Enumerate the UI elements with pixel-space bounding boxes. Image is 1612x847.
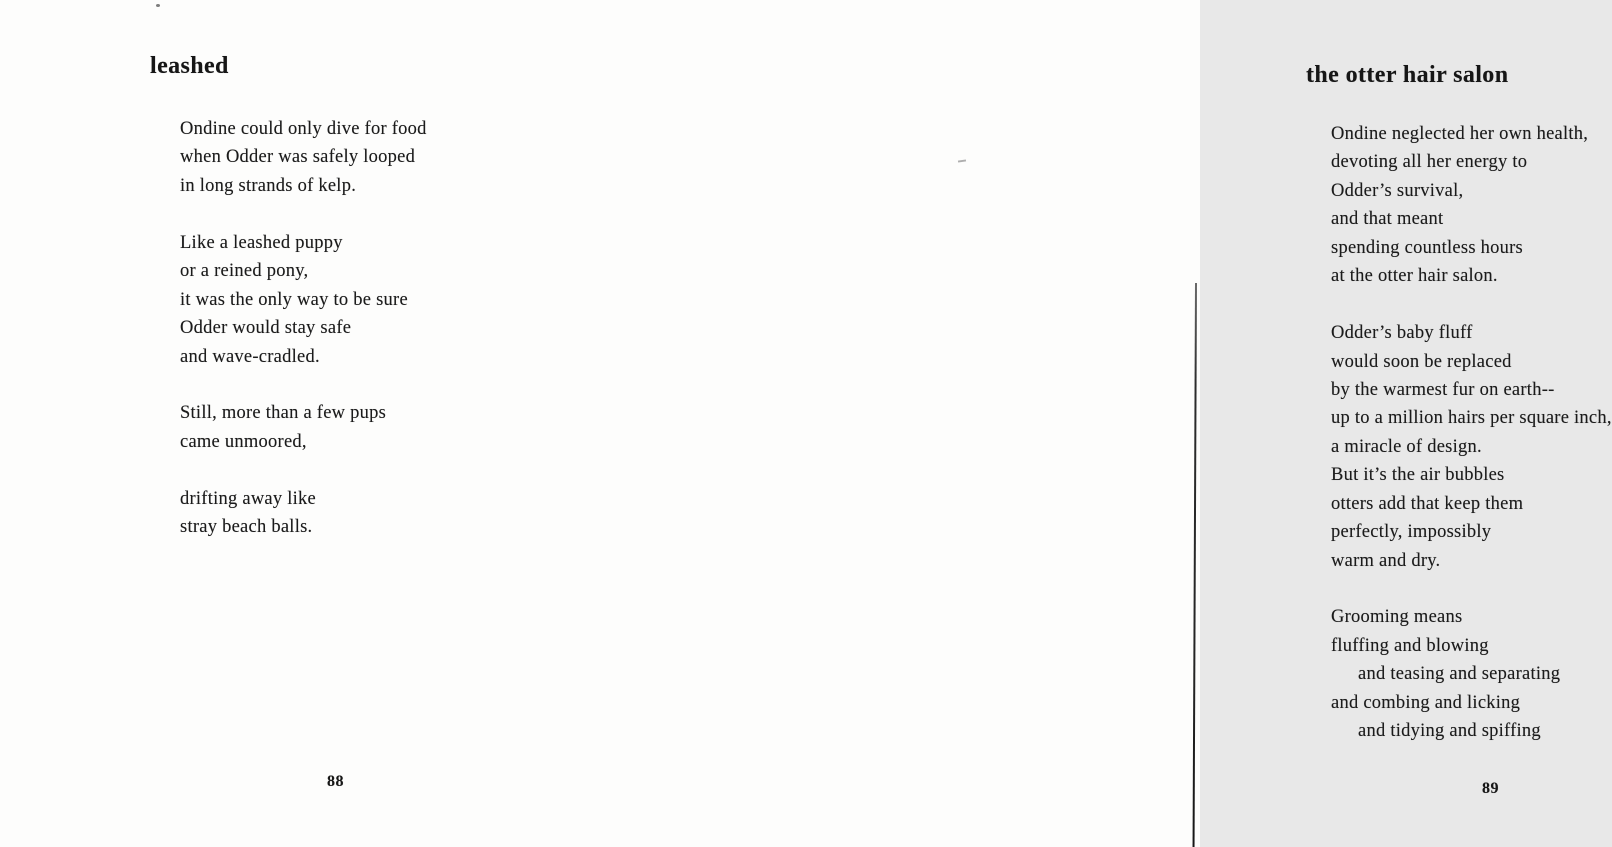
page-number: 89 bbox=[1482, 780, 1499, 797]
poem-line: fluffing and blowing bbox=[1331, 635, 1489, 656]
page-left bbox=[0, 0, 600, 847]
poem-line: spending countless hours bbox=[1331, 237, 1524, 258]
stanza bbox=[1331, 319, 1612, 575]
stanza bbox=[1331, 603, 1612, 745]
poem-line: Odder’s baby fluff bbox=[1331, 323, 1473, 344]
poem-line: in long strands of kelp. bbox=[180, 175, 357, 196]
poem-line: stray beach balls. bbox=[180, 517, 313, 538]
page-right bbox=[600, 0, 1612, 847]
stanza bbox=[180, 115, 427, 200]
poem-line: and that meant bbox=[1331, 209, 1444, 230]
poem-line: would soon be replaced bbox=[1331, 351, 1512, 372]
poem-line: up to a million hairs per square inch, bbox=[1331, 408, 1612, 429]
poem-line: Ondine neglected her own health, bbox=[1331, 124, 1589, 144]
poem-line: and wave-cradled. bbox=[180, 346, 320, 367]
poem-line: drifting away like bbox=[180, 488, 317, 509]
poem-line: at the otter hair salon. bbox=[1331, 266, 1498, 287]
poem-line: Grooming means bbox=[1331, 607, 1463, 628]
poem-line: Ondine could only dive for food bbox=[180, 119, 427, 139]
page-number: 88 bbox=[327, 773, 344, 790]
poem-line: But it’s the air bubbles bbox=[1331, 465, 1505, 486]
poem-line: warm and dry. bbox=[1331, 550, 1441, 571]
stanza bbox=[1331, 120, 1612, 291]
poem-line: when Odder was safely looped bbox=[180, 147, 416, 168]
poem-line: devoting all her energy to bbox=[1331, 152, 1528, 173]
poem-line: and teasing and separating bbox=[1358, 664, 1561, 685]
poem-line: came unmoored, bbox=[180, 431, 307, 452]
poem-line: by the warmest fur on earth-- bbox=[1331, 379, 1555, 400]
poem-line: perfectly, impossibly bbox=[1331, 522, 1492, 543]
poem-line: and combing and licking bbox=[1331, 692, 1521, 713]
poem-line: Like a leashed puppy bbox=[180, 232, 343, 253]
poem-title: the otter hair salon bbox=[1306, 62, 1509, 88]
poem-body bbox=[180, 115, 427, 542]
stanza bbox=[180, 485, 427, 542]
poem-body bbox=[1331, 120, 1612, 746]
poem-line: Still, more than a few pups bbox=[180, 403, 387, 424]
poem-line: Odder would stay safe bbox=[180, 318, 352, 339]
poem-line: and tidying and spiffing bbox=[1358, 721, 1541, 742]
poem-line: a miracle of design. bbox=[1331, 436, 1482, 457]
poem-line: or a reined pony, bbox=[180, 261, 309, 282]
stanza bbox=[180, 229, 427, 371]
poem-line: it was the only way to be sure bbox=[180, 289, 408, 310]
scan-speck bbox=[156, 4, 160, 7]
stanza bbox=[180, 399, 427, 456]
poem-title: leashed bbox=[150, 53, 229, 79]
poem-line: Odder’s survival, bbox=[1331, 180, 1464, 201]
poem-line: otters add that keep them bbox=[1331, 493, 1524, 514]
